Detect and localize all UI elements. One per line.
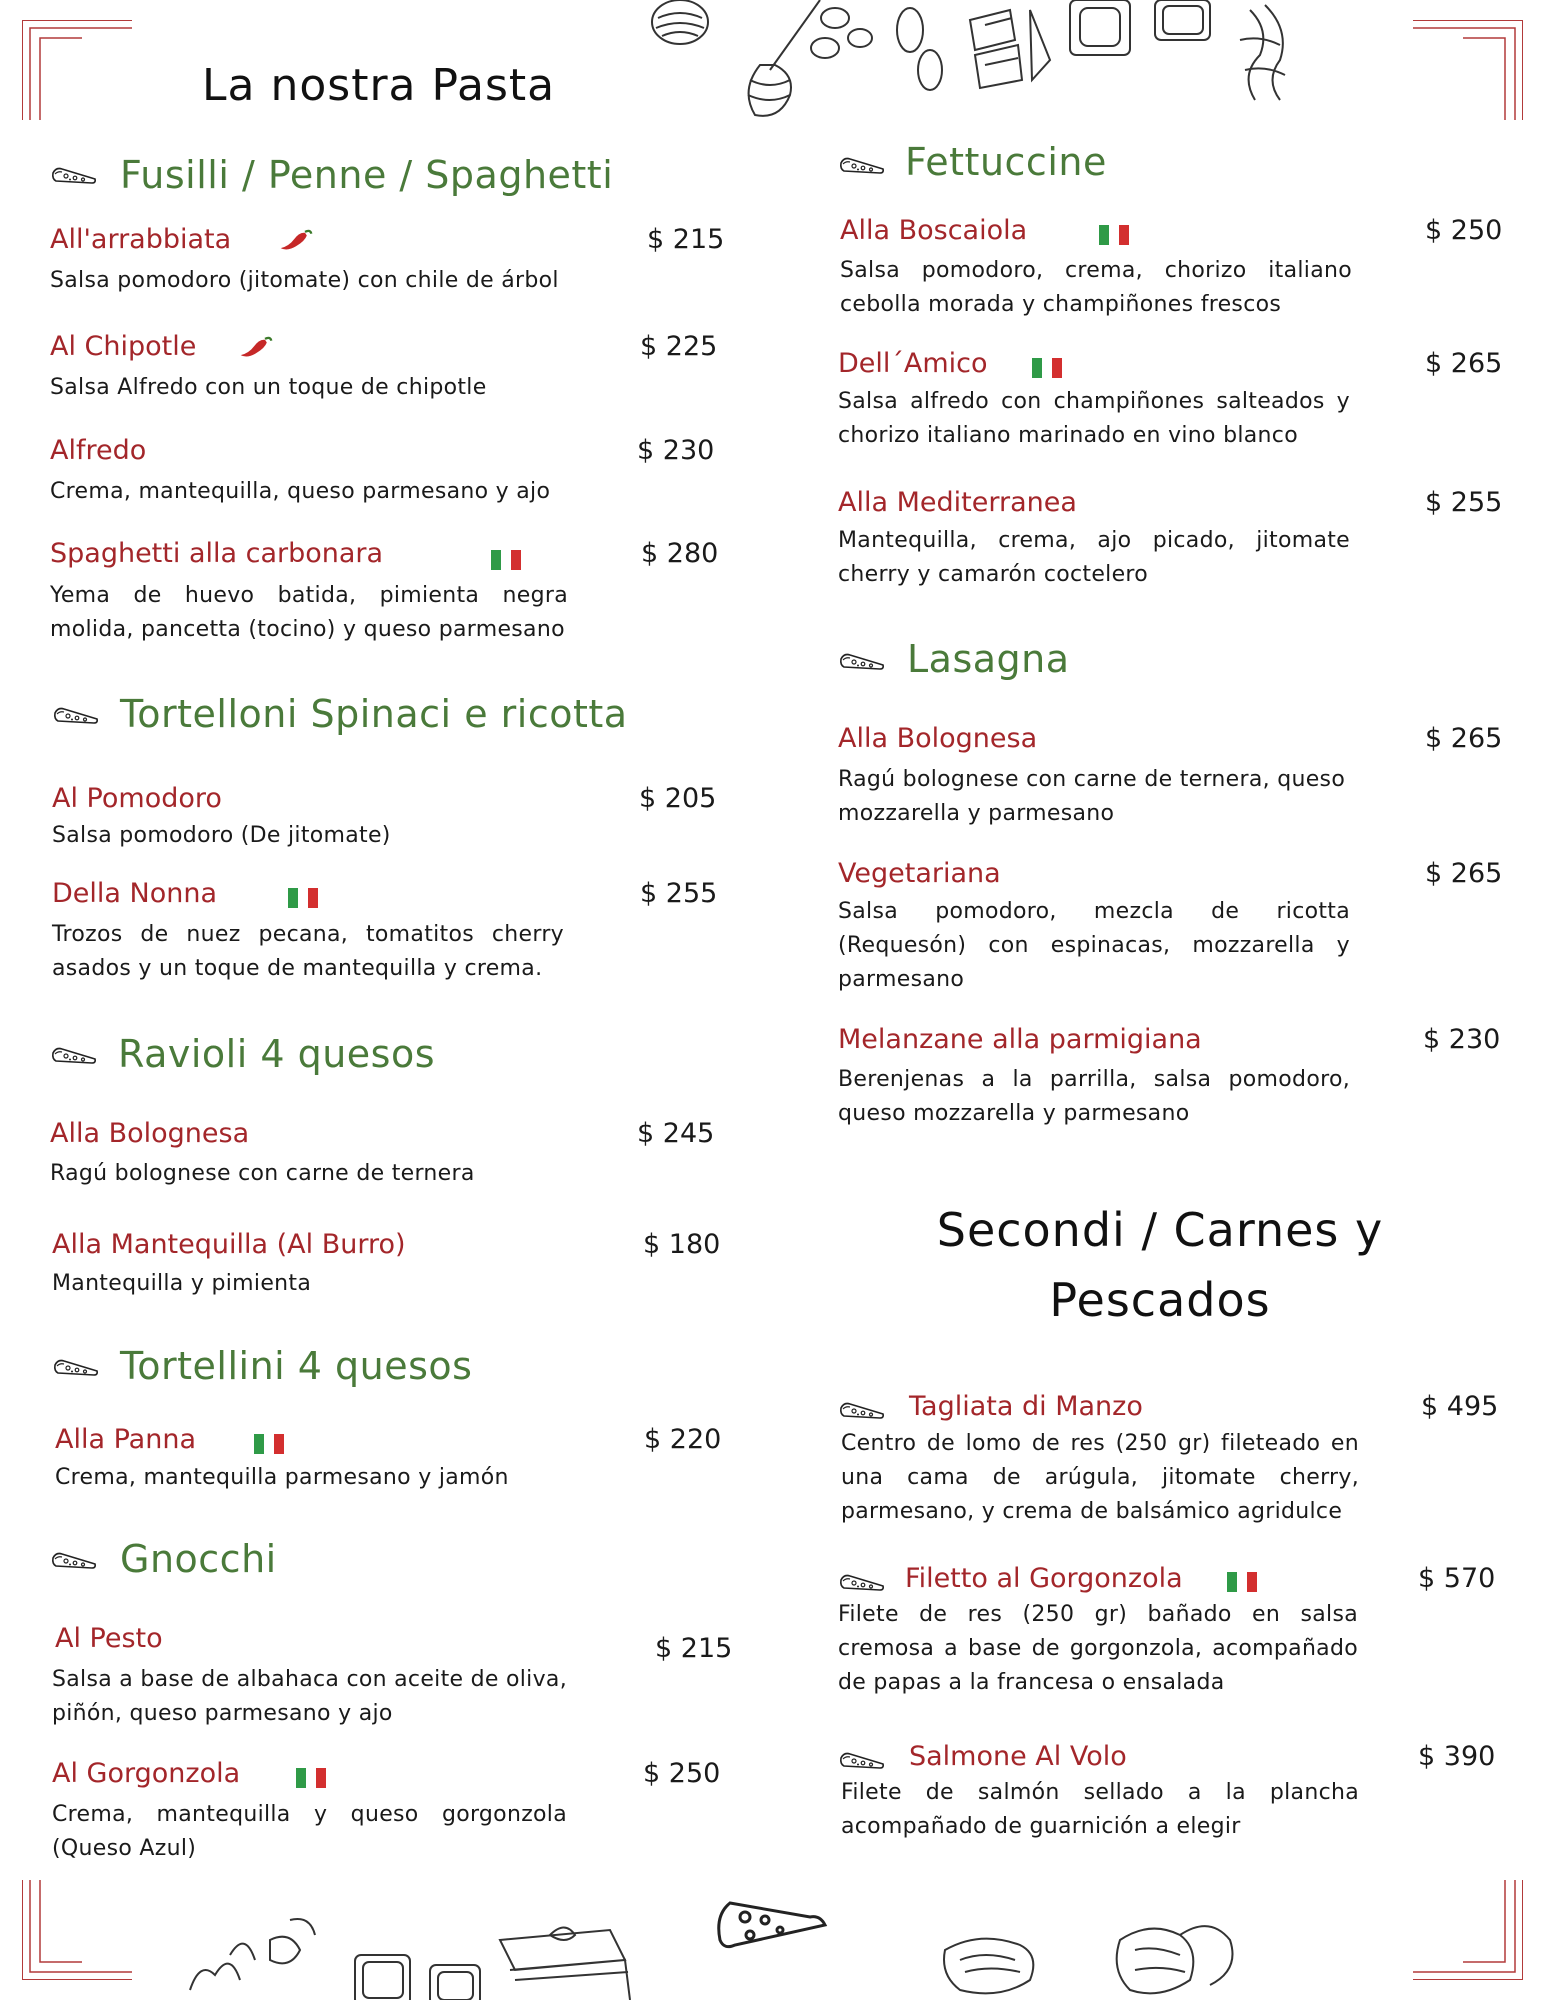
- item-description: Salsa alfredo con champiñones salteados y chorizo italiano marinado en vino blanco: [838, 389, 1350, 448]
- section-title-fusilli: Fusilli / Penne / Spaghetti: [120, 153, 614, 197]
- pasta-illustration-bottom-icon: [170, 1900, 690, 2000]
- item-description: Crema, mantequilla, queso parmesano y ajo: [50, 479, 551, 504]
- pizza-slice-icon: [50, 163, 98, 187]
- item-description: Centro de lomo de res (250 gr) fileteado en una cama de arúgula, jitomate cherry, parmesano, y crema de balsámico agridulce: [841, 1431, 1359, 1524]
- item-name: Melanzane alla parmigiana: [838, 1024, 1202, 1055]
- item-price: $ 220: [644, 1424, 722, 1455]
- pizza-slice-icon: [50, 1548, 98, 1572]
- pizza-slice-icon: [50, 1043, 98, 1067]
- pizza-slice-icon: [838, 1570, 886, 1594]
- item-description: Filete de res (250 gr) bañado en salsa cremosa a base de gorgonzola, acompañado de papas a la francesa o ensalada: [838, 1602, 1358, 1695]
- item-price: $ 265: [1425, 348, 1503, 379]
- pasta-illustration-top-icon: [640, 0, 1320, 125]
- item-name: All'arrabbiata: [50, 224, 232, 255]
- item-description: Crema, mantequilla parmesano y jamón: [55, 1465, 509, 1490]
- item-price: $ 390: [1418, 1741, 1496, 1772]
- page-title: La nostra Pasta: [202, 60, 556, 111]
- item-price: $ 215: [655, 1633, 733, 1664]
- secondi-title-line2: Pescados: [1049, 1273, 1271, 1327]
- section-title-ravioli: Ravioli 4 quesos: [118, 1032, 436, 1076]
- item-price: $ 180: [643, 1229, 721, 1260]
- item-price: $ 495: [1421, 1391, 1499, 1422]
- item-price: $ 570: [1418, 1563, 1496, 1594]
- item-description: Berenjenas a la parrilla, salsa pomodoro, queso mozzarella y parmesano: [838, 1067, 1350, 1126]
- item-price: $ 255: [640, 878, 718, 909]
- item-description: Mantequilla, crema, ajo picado, jitomate cherry y camarón coctelero: [838, 528, 1350, 587]
- item-name: Alfredo: [50, 435, 147, 466]
- section-title-lasagna: Lasagna: [907, 637, 1070, 681]
- corner-ornament-bottom-right-icon: [1413, 1880, 1523, 1980]
- item-name: Al Chipotle: [50, 331, 197, 362]
- item-description: Salsa a base de albahaca con aceite de oliva, piñón, queso parmesano y ajo: [52, 1667, 567, 1726]
- item-name: Della Nonna: [52, 878, 218, 909]
- item-description: Crema, mantequilla y queso gorgonzola (Queso Azul): [52, 1802, 567, 1861]
- item-name: Spaghetti alla carbonara: [50, 538, 384, 569]
- italy-flag-icon: [1032, 358, 1062, 378]
- italy-flag-icon: [288, 888, 318, 908]
- item-price: $ 215: [647, 224, 725, 255]
- item-description: Trozos de nuez pecana, tomatitos cherry asados y un toque de mantequilla y crema.: [52, 922, 564, 981]
- item-price: $ 250: [1425, 215, 1503, 246]
- item-name: Alla Mantequilla (Al Burro): [52, 1229, 406, 1260]
- item-description: Salsa pomodoro, mezcla de ricotta (Requesón) con espinacas, mozzarella y parmesano: [838, 899, 1350, 992]
- pizza-slice-bottom-icon: [710, 1895, 835, 1965]
- pizza-slice-icon: [52, 703, 100, 727]
- corner-ornament-top-left-icon: [22, 20, 132, 120]
- item-price: $ 250: [643, 1758, 721, 1789]
- item-name: Alla Panna: [55, 1424, 196, 1455]
- secondi-title-line1: Secondi / Carnes y: [936, 1203, 1384, 1257]
- item-price: $ 205: [639, 783, 717, 814]
- chili-icon: [278, 226, 314, 254]
- item-price: $ 265: [1425, 858, 1503, 889]
- item-price: $ 225: [640, 331, 718, 362]
- item-description: Yema de huevo batida, pimienta negra molida, pancetta (tocino) y queso parmesano: [50, 583, 568, 642]
- pizza-slice-icon: [838, 1748, 886, 1772]
- italy-flag-icon: [296, 1768, 326, 1788]
- item-description: Salsa pomodoro (jitomate) con chile de árbol: [50, 268, 559, 293]
- item-name: Al Pomodoro: [52, 783, 222, 814]
- pizza-slice-icon: [838, 153, 886, 177]
- corner-ornament-bottom-left-icon: [22, 1880, 132, 1980]
- section-title-tortellini: Tortellini 4 quesos: [120, 1344, 473, 1388]
- item-price: $ 230: [637, 435, 715, 466]
- section-title-tortelloni: Tortelloni Spinaci e ricotta: [120, 692, 628, 736]
- item-description: Salsa pomodoro (De jitomate): [52, 823, 391, 848]
- section-title-secondi: [880, 1195, 1440, 1335]
- corner-ornament-top-right-icon: [1413, 20, 1523, 120]
- section-title-fettuccine: Fettuccine: [905, 140, 1107, 184]
- chili-icon: [238, 333, 274, 361]
- item-description: Ragú bolognese con carne de ternera, queso mozzarella y parmesano: [838, 767, 1346, 826]
- item-description: Ragú bolognese con carne de ternera: [50, 1161, 475, 1186]
- item-price: $ 255: [1425, 487, 1503, 518]
- item-name: Vegetariana: [838, 858, 1001, 889]
- item-name: Filetto al Gorgonzola: [905, 1563, 1183, 1594]
- item-name: Alla Mediterranea: [838, 487, 1077, 518]
- item-name: Alla Boscaiola: [840, 215, 1028, 246]
- pizza-slice-icon: [838, 649, 886, 673]
- pizza-slice-icon: [52, 1355, 100, 1379]
- item-price: $ 280: [641, 538, 719, 569]
- item-description: Salsa Alfredo con un toque de chipotle: [50, 375, 487, 400]
- section-title-gnocchi: Gnocchi: [120, 1537, 277, 1581]
- item-name: Salmone Al Volo: [909, 1741, 1127, 1772]
- item-name: Alla Bolognesa: [50, 1118, 250, 1149]
- meat-illustration-bottom-icon: [940, 1910, 1240, 2000]
- pizza-slice-icon: [838, 1398, 886, 1422]
- item-price: $ 265: [1425, 723, 1503, 754]
- item-description: Filete de salmón sellado a la plancha acompañado de guarnición a elegir: [841, 1780, 1359, 1839]
- italy-flag-icon: [1227, 1572, 1257, 1592]
- italy-flag-icon: [1099, 225, 1129, 245]
- item-description: Salsa pomodoro, crema, chorizo italiano cebolla morada y champiñones frescos: [840, 258, 1352, 317]
- item-name: Dell´Amico: [838, 348, 988, 379]
- item-price: $ 245: [637, 1118, 715, 1149]
- item-name: Al Gorgonzola: [52, 1758, 241, 1789]
- item-name: Tagliata di Manzo: [909, 1391, 1143, 1422]
- item-description: Mantequilla y pimienta: [52, 1271, 312, 1296]
- italy-flag-icon: [491, 550, 521, 570]
- item-price: $ 230: [1423, 1024, 1501, 1055]
- item-name: Al Pesto: [55, 1623, 163, 1654]
- italy-flag-icon: [254, 1434, 284, 1454]
- item-name: Alla Bolognesa: [838, 723, 1038, 754]
